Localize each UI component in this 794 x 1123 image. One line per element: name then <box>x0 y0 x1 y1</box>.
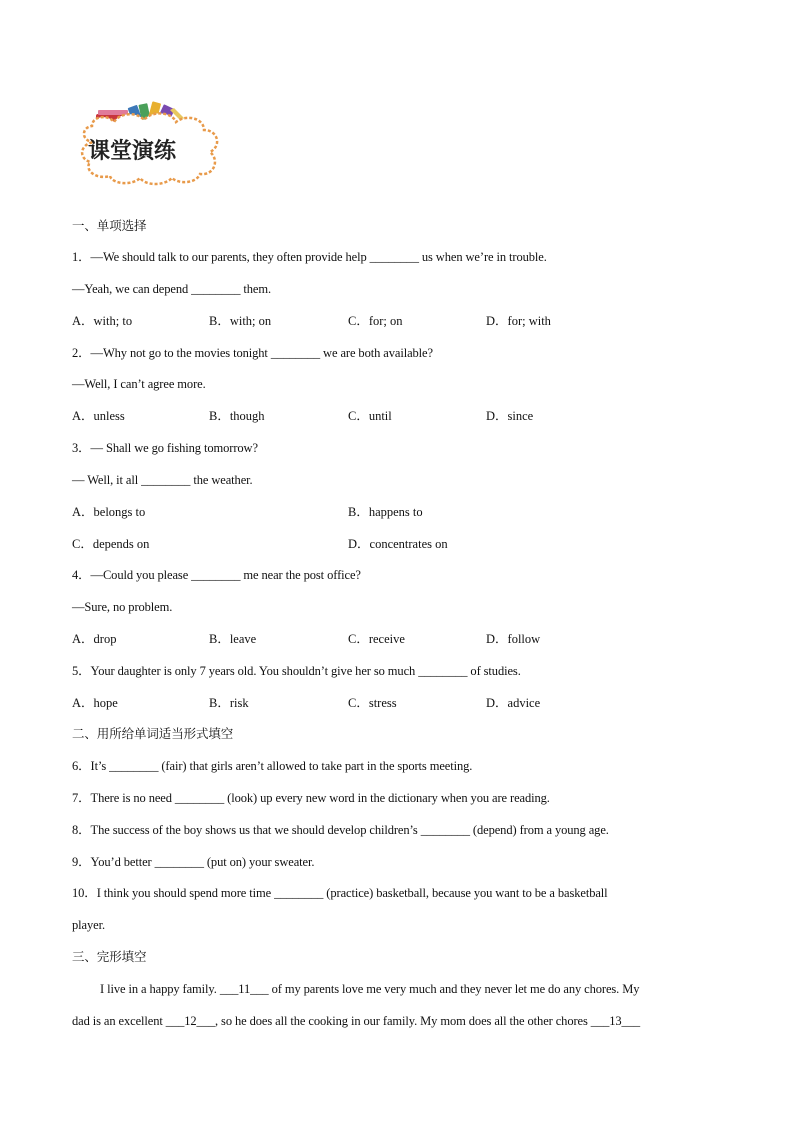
q4-option-d[interactable]: D．follow <box>486 632 541 646</box>
cloze-text: , so he does all the cooking in our family. My mom does all the other chores <box>215 1014 591 1028</box>
q2-option-d[interactable]: D．since <box>486 409 534 423</box>
q2-stem: 2．—Why not go to the movies tonight ________ we are both available? <box>72 346 433 360</box>
q4-reply: —Sure, no problem. <box>72 600 173 614</box>
q5-stem: 5．Your daughter is only 7 years old. You shouldn’t give her so much ________ of studies. <box>72 664 521 678</box>
q1-option-d[interactable]: D．for; with <box>486 314 551 328</box>
fill-question-9: 9．You’d better ________ (put on) your sweater. <box>72 855 315 869</box>
q3-stem: 3．— Shall we go fishing tomorrow? <box>72 441 258 455</box>
q4-option-b[interactable]: B．leave <box>209 632 257 646</box>
cloze-text: of my parents love me very much and they never let me do any chores. My <box>268 982 640 996</box>
q3-option-a[interactable]: A．belongs to <box>72 505 146 519</box>
cloze-text: I live in a happy family. <box>100 982 220 996</box>
section-title-3: 三、完形填空 <box>72 949 147 964</box>
section-title-2: 二、用所给单词适当形式填空 <box>72 726 234 741</box>
q4-option-a[interactable]: A．drop <box>72 632 117 646</box>
fill-question-8: 8．The success of the boy shows us that we should develop children’s ________ (depend) from a young age. <box>72 823 609 837</box>
cloud-badge-icon <box>74 100 226 186</box>
cloze-line-1 <box>100 981 639 997</box>
q3-option-b[interactable]: B．happens to <box>348 505 423 519</box>
cloze-blank-12[interactable]: ___12___ <box>165 1014 215 1028</box>
q1-stem: 1．—We should talk to our parents, they often provide help ________ us when we’re in trouble. <box>72 250 547 264</box>
q5-option-b[interactable]: B．risk <box>209 696 249 710</box>
fill-question-6: 6．It’s ________ (fair) that girls aren’t allowed to take part in the sports meeting. <box>72 759 473 773</box>
q5-option-d[interactable]: D．advice <box>486 696 541 710</box>
section-title-1: 一、单项选择 <box>72 218 147 233</box>
q2-option-a[interactable]: A．unless <box>72 409 125 423</box>
cloze-blank-13[interactable]: ___13___ <box>590 1014 640 1028</box>
fill-question-7: 7．There is no need ________ (look) up every new word in the dictionary when you are reading. <box>72 791 550 805</box>
fill-question-10: 10．I think you should spend more time ________ (practice) basketball, because you want to be a basketball <box>72 886 608 900</box>
q1-option-a[interactable]: A．with; to <box>72 314 133 328</box>
q5-option-c[interactable]: C．stress <box>348 696 397 710</box>
cloze-text: dad is an excellent <box>72 1014 166 1028</box>
logo-text: 课堂演练 <box>88 138 177 164</box>
q1-option-b[interactable]: B．with; on <box>209 314 272 328</box>
q1-option-c[interactable]: C．for; on <box>348 314 403 328</box>
q2-reply: —Well, I can’t agree more. <box>72 377 206 391</box>
q3-reply: — Well, it all ________ the weather. <box>72 473 253 487</box>
section-logo <box>74 100 226 186</box>
cloze-blank-11[interactable]: ___11___ <box>219 982 269 996</box>
q4-stem: 4．—Could you please ________ me near the post office? <box>72 568 361 582</box>
q2-option-c[interactable]: C．until <box>348 409 392 423</box>
q3-option-d[interactable]: D．concentrates on <box>348 537 448 551</box>
q1-reply: —Yeah, we can depend ________ them. <box>72 282 272 296</box>
q2-option-b[interactable]: B．though <box>209 409 265 423</box>
fill-question-10-cont: player. <box>72 918 105 932</box>
q5-option-a[interactable]: A．hope <box>72 696 118 710</box>
q4-option-c[interactable]: C．receive <box>348 632 405 646</box>
cloze-line-2 <box>72 1013 640 1029</box>
q3-option-c[interactable]: C．depends on <box>72 537 150 551</box>
